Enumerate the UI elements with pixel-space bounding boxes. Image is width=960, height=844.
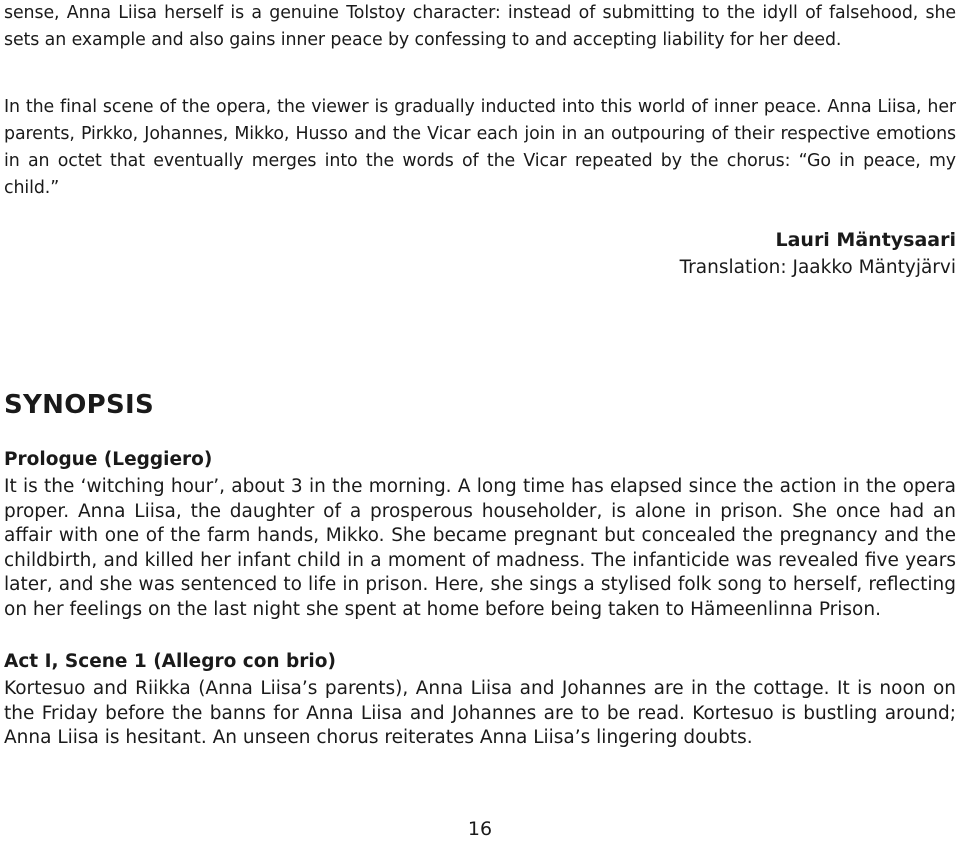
translator-credit: Translation: Jaakko Mäntyjärvi	[679, 257, 956, 278]
intro-paragraph-final-scene: In the final scene of the opera, the viewer is gradually inducted into this world of inner peace. Anna Liisa, her parents, Pirkko, Johannes, Mikko, Husso and the Vicar each join in an outpouring of their respective emotions in an octet that eventually merges into the words of the Vicar repeated by the chorus: “Go in peace, my child.”	[4, 97, 956, 198]
act1-scene1-text: Kortesuo and Riikka (Anna Liisa’s parents), Anna Liisa and Johannes are in the cottage. It is noon on the Friday before the banns for Anna Liisa and Johannes are to be read. Kortesuo is bustling around; Anna Liisa is hesitant. An unseen chorus reiterates Anna Liisa’s lingering doubts.	[4, 678, 956, 748]
page-number: 16	[467, 818, 493, 840]
act1-scene1-heading: Act I, Scene 1 (Allegro con brio)	[4, 651, 336, 672]
prologue-text: It is the ‘witching hour’, about 3 in the morning. A long time has elapsed since the action in the opera proper. Anna Liisa, the daughter of a prosperous householder, is alone in prison. She once had an affair with one of the farm hands, Mikko. She became pregnant but concealed the pregnancy and the childbirth, and killed her infant child in a moment of madness. The infanticide was revealed five years later, and she was sentenced to life in prison. Here, she sings a stylised folk song to herself, reflecting on her feelings on the last night she spent at home before being taken to Hämeenlinna Prison.	[4, 476, 956, 620]
prologue-heading: Prologue (Leggiero)	[4, 449, 213, 470]
synopsis-heading: SYNOPSIS	[4, 390, 154, 420]
document-page	[4, 0, 956, 844]
intro-paragraph-continuation: sense, Anna Liisa herself is a genuine Tolstoy character: instead of submitting to the idyll of falsehood, she sets an example and also gains inner peace by confessing to and accepting liability for her deed.	[4, 3, 956, 50]
author-name: Lauri Mäntysaari	[775, 229, 956, 251]
article-credits	[680, 226, 956, 282]
